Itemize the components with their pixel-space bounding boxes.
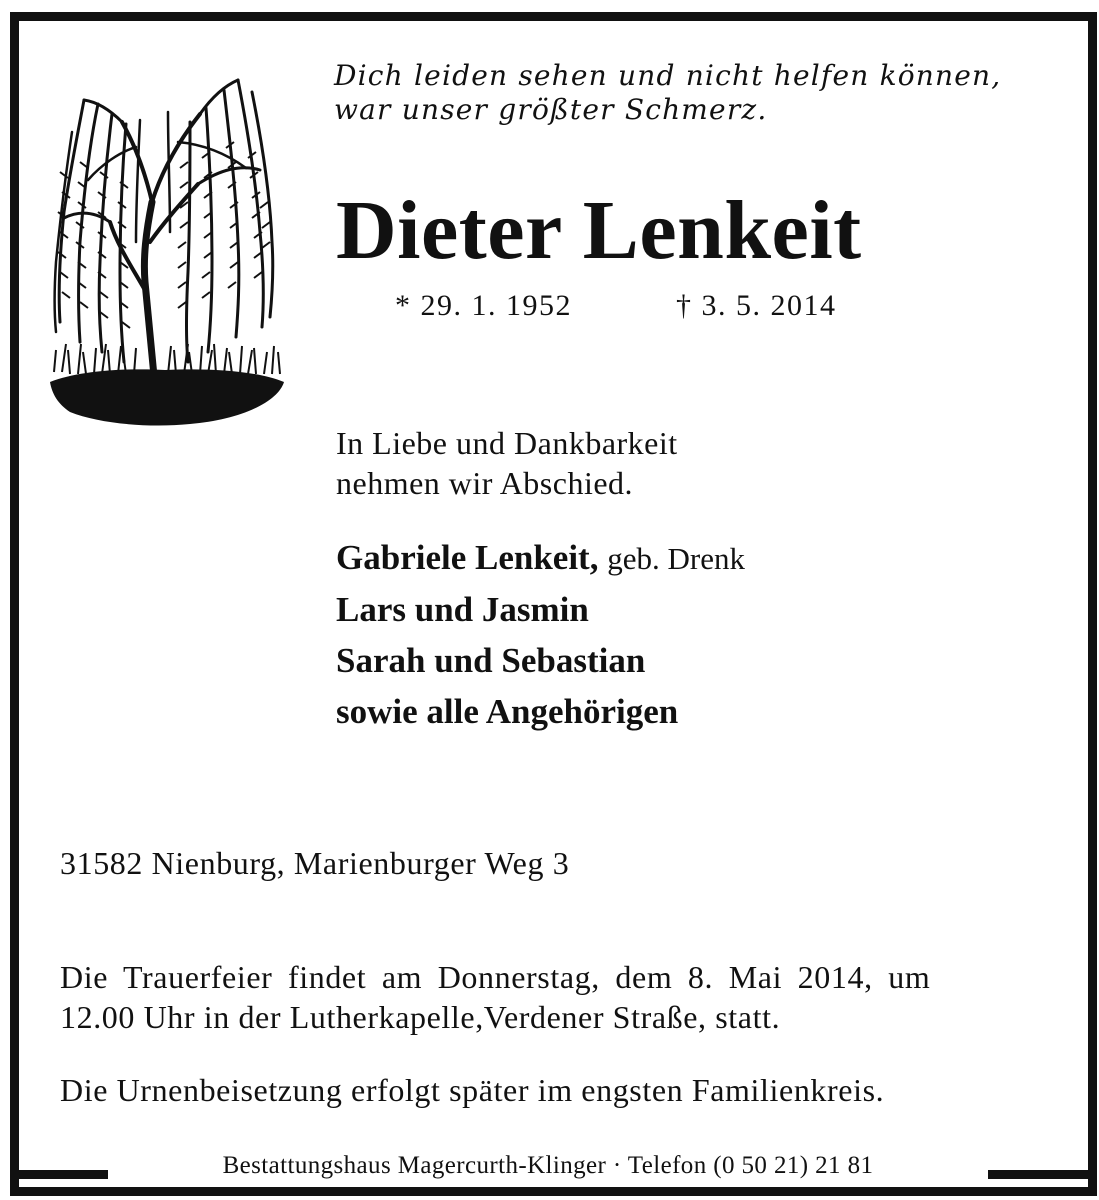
deceased-name: Dieter Lenkeit — [336, 184, 862, 277]
service-line-1: Die Trauerfeier findet am Donnerstag, dem 8. Mai 2014, um — [60, 959, 931, 995]
family-address: 31582 Nienburg, Marienburger Weg 3 — [60, 845, 570, 881]
quote-line-2: war unser größter Schmerz. — [334, 93, 768, 126]
farewell-text — [336, 423, 678, 503]
mourner-name: Gabriele Lenkeit, — [336, 538, 599, 577]
farewell-line-2: nehmen wir Abschied. — [336, 465, 634, 501]
mourner-entry-4: sowie alle Angehörigen — [336, 692, 679, 731]
mourner-entry-3: Sarah und Sebastian — [336, 641, 646, 680]
memorial-quote — [334, 59, 1001, 127]
mourners-list — [336, 532, 745, 737]
death-date: † 3. 5. 2014 — [676, 289, 837, 322]
funeral-home-footer: Bestattungshaus Magercurth-Klinger · Telefon (0 50 21) 21 81 — [108, 1145, 988, 1187]
service-line-2: 12.00 Uhr in der Lutherkapelle,Verdener Straße, statt. — [60, 999, 781, 1035]
mourner-maiden-name: geb. Drenk — [607, 541, 745, 576]
funeral-service-info — [60, 957, 1040, 1037]
mourner-entry-2: Lars und Jasmin — [336, 590, 589, 629]
farewell-line-1: In Liebe und Dankbarkeit — [336, 425, 678, 461]
mourner-entry-1 — [336, 532, 745, 584]
urn-burial-info: Die Urnenbeisetzung erfolgt später im engsten Familienkreis. — [60, 1072, 885, 1108]
birth-date: * 29. 1. 1952 — [395, 289, 572, 322]
quote-line-1: Dich leiden sehen und nicht helfen können, — [334, 59, 1002, 92]
weeping-willow-icon — [40, 52, 290, 434]
